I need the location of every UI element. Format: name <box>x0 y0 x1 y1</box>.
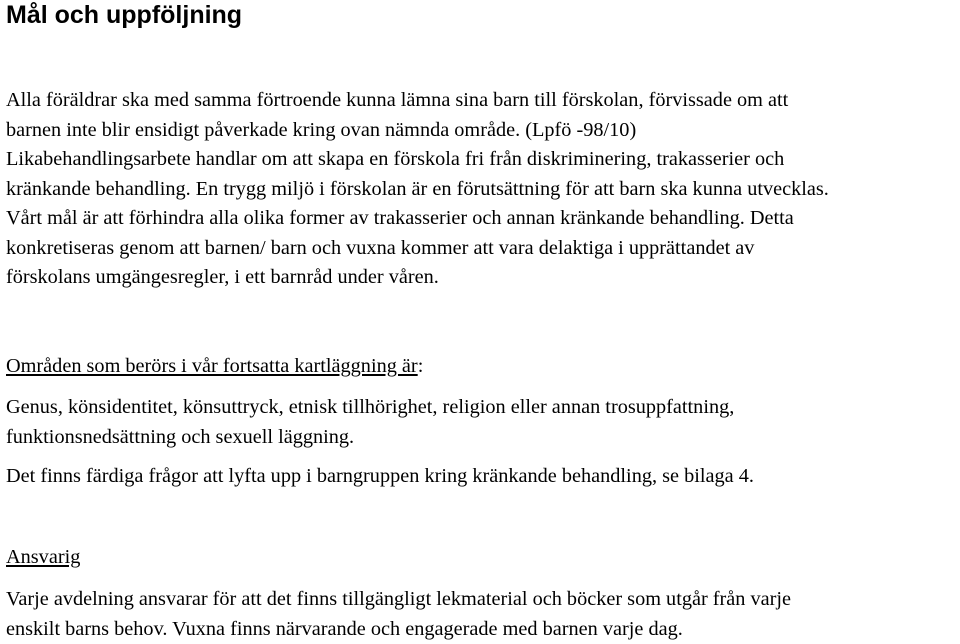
areas-heading-text: Områden som berörs i vår fortsatta kartläggning är <box>6 355 418 377</box>
intro-line: barnen inte blir ensidigt påverkade kring ovan nämnda område. (Lpfö -98/10) <box>6 116 829 146</box>
areas-paragraph <box>6 393 734 452</box>
intro-line: kränkande behandling. En trygg miljö i förskolan är en förutsättning för att barn ska kunna utvecklas. <box>6 175 829 205</box>
intro-line: förskolans umgängesregler, i ett barnråd under våren. <box>6 263 829 293</box>
questions-line: Det finns färdiga frågor att lyfta upp i barngruppen kring kränkande behandling, se bilaga 4. <box>6 462 754 492</box>
responsible-line: Varje avdelning ansvarar för att det finns tillgängligt lekmaterial och böcker som utgår från varje <box>6 585 791 615</box>
responsible-paragraph <box>6 585 791 644</box>
intro-line: Likabehandlingsarbete handlar om att skapa en förskola fri från diskriminering, trakasserier och <box>6 145 829 175</box>
intro-line: konkretiseras genom att barnen/ barn och vuxna kommer att vara delaktiga i upprättandet av <box>6 234 829 264</box>
areas-line: Genus, könsidentitet, könsuttryck, etnisk tillhörighet, religion eller annan trosuppfattning, <box>6 393 734 423</box>
responsible-heading-block <box>6 543 80 573</box>
responsible-heading: Ansvarig <box>6 543 80 573</box>
intro-line: Vårt mål är att förhindra alla olika former av trakasserier och annan kränkande behandling. Detta <box>6 204 829 234</box>
areas-heading-block <box>6 352 423 382</box>
page-title: Mål och uppföljning <box>6 0 242 30</box>
areas-heading <box>6 352 423 382</box>
intro-line: Alla föräldrar ska med samma förtroende kunna lämna sina barn till förskolan, förvissade om att <box>6 86 829 116</box>
responsible-line: enskilt barns behov. Vuxna finns närvarande och engagerade med barnen varje dag. <box>6 615 791 644</box>
areas-heading-colon: : <box>418 355 424 377</box>
questions-paragraph <box>6 462 754 492</box>
intro-paragraph <box>6 86 829 293</box>
areas-line: funktionsnedsättning och sexuell läggning. <box>6 423 734 453</box>
